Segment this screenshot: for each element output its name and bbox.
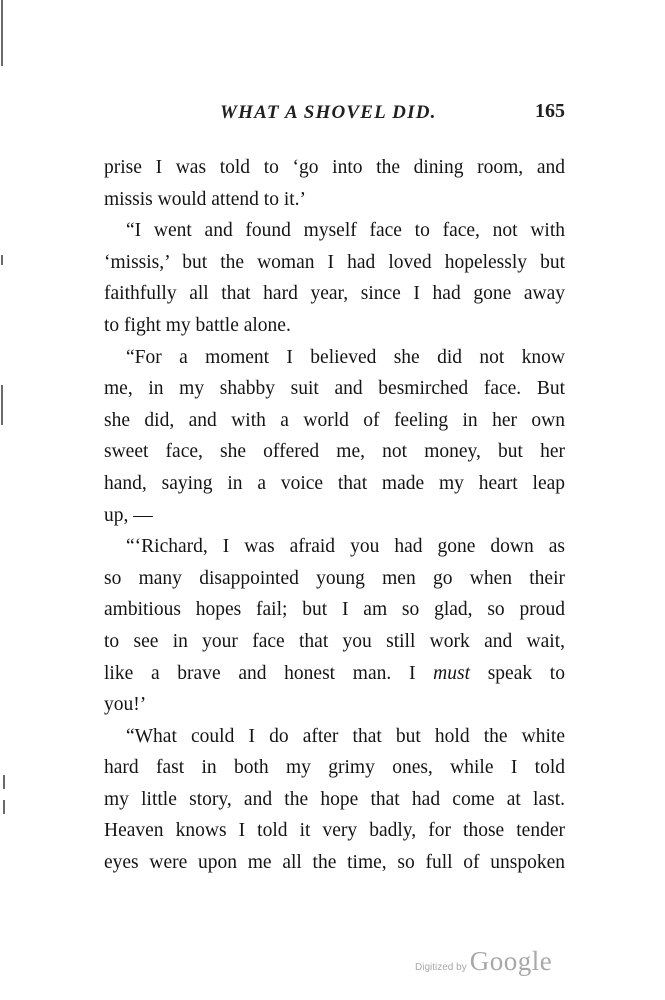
watermark-prefix: Digitized by: [415, 962, 467, 973]
text-line: ambitious hopes fail; but I am so glad, so proud: [104, 599, 565, 621]
text-line: so many disappointed young men go when their: [104, 567, 565, 589]
body-text: [104, 152, 565, 879]
text-line: Heaven knows I told it very badly, for those tender: [104, 820, 565, 842]
watermark-brand: Google: [469, 946, 553, 976]
margin-mark: [1, 0, 3, 66]
text-line: to fight my battle alone.: [104, 314, 291, 336]
text-line: [104, 658, 565, 690]
running-title: WHAT A SHOVEL DID.: [220, 102, 437, 123]
text-line: you!’: [104, 694, 147, 716]
text-line: “I went and found myself face to face, not with: [126, 220, 565, 242]
text-line: faithfully all that hard year, since I had gone away: [104, 283, 565, 305]
text-line: hard fast in both my grimy ones, while I told: [104, 757, 565, 779]
text-line: eyes were upon me all the time, so full of unspoken: [104, 852, 565, 874]
margin-mark: [3, 800, 5, 814]
page-header: [100, 100, 570, 130]
text-line: “For a moment I believed she did not know: [126, 346, 565, 368]
text-line: prise I was told to ‘go into the dining room, and: [104, 157, 565, 178]
text-line: “What could I do after that but hold the white: [126, 725, 565, 747]
emphasized-word: must: [433, 662, 470, 684]
margin-mark: [1, 385, 3, 425]
text-line: to see in your face that you still work and wait,: [104, 630, 565, 652]
text-segment: speak to: [470, 662, 565, 684]
text-line: ‘missis,’ but the woman I had loved hopelessly but: [104, 251, 565, 273]
margin-mark: [3, 775, 5, 789]
text-line: me, in my shabby suit and besmirched face. But: [104, 378, 565, 400]
text-line: up, —: [104, 504, 153, 526]
text-line: sweet face, she offered me, not money, but her: [104, 441, 565, 463]
text-line: missis would attend to it.’: [104, 188, 307, 210]
text-line: she did, and with a world of feeling in her own: [104, 409, 565, 431]
page-number: 165: [535, 100, 565, 122]
digitized-by-google-watermark: [415, 946, 552, 977]
text-line: hand, saying in a voice that made my heart leap: [104, 472, 565, 494]
text-line: my little story, and the hope that had come at last.: [104, 788, 565, 810]
text-line: “‘Richard, I was afraid you had gone down as: [126, 536, 565, 558]
text-segment: like a brave and honest man. I: [104, 662, 434, 684]
margin-mark: [1, 255, 3, 265]
